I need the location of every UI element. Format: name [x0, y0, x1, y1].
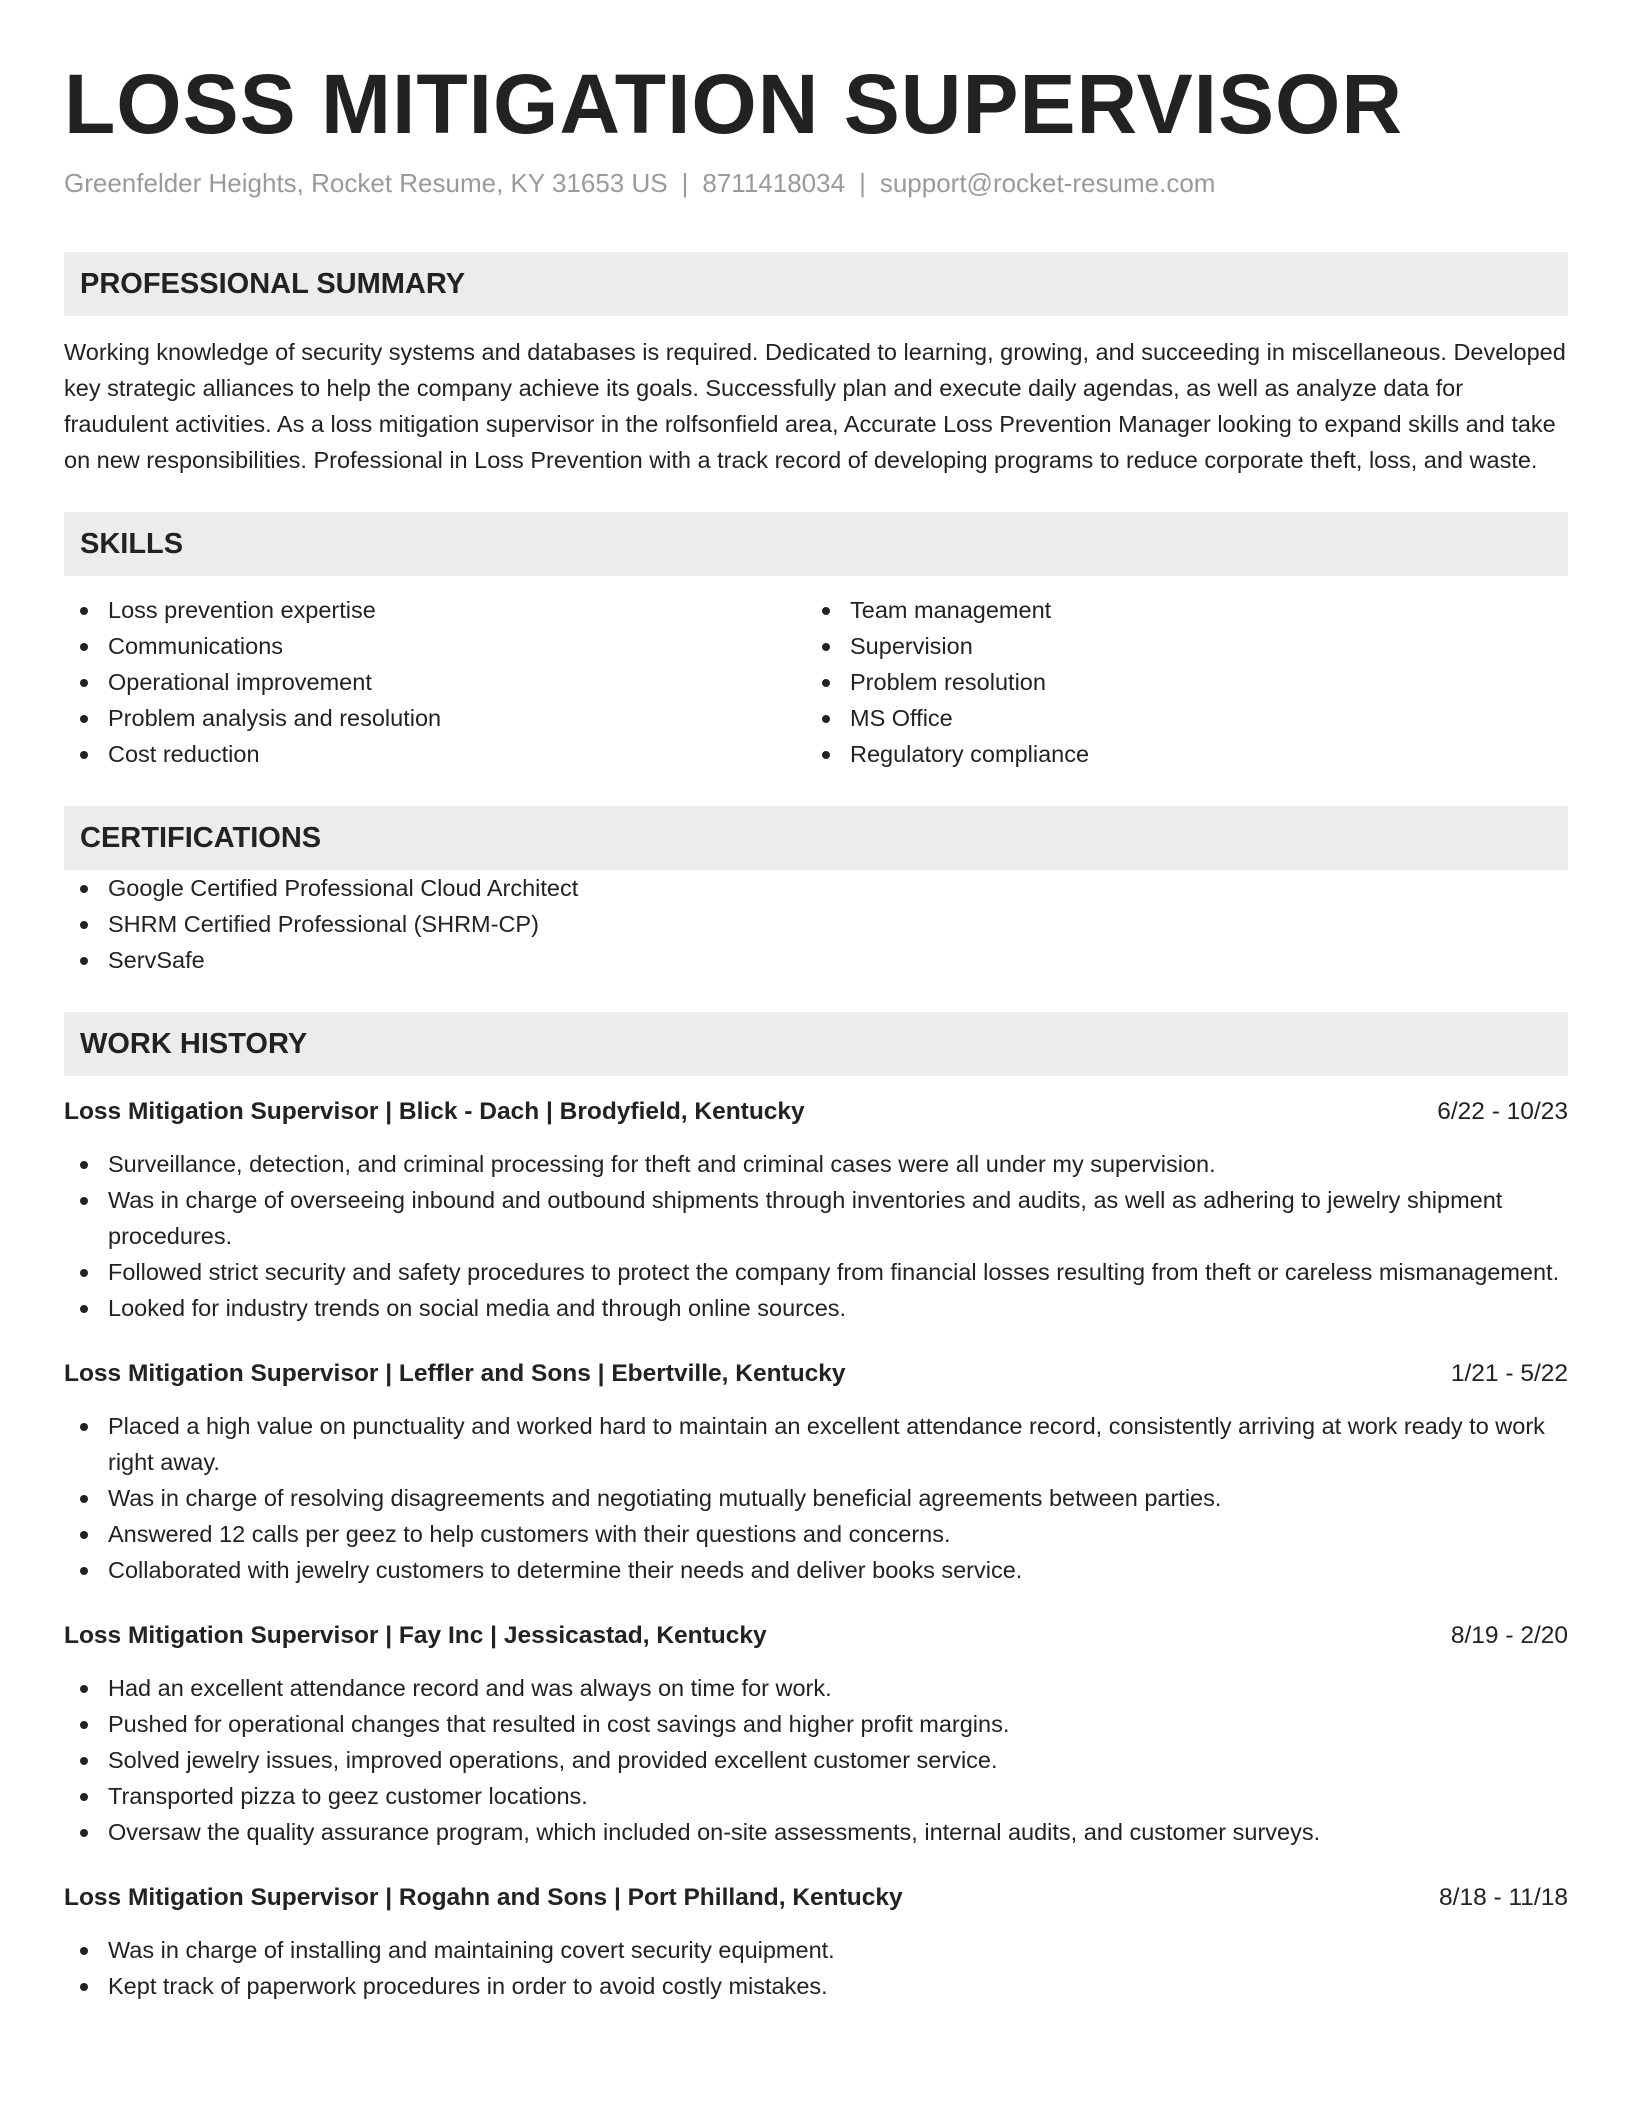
bullet-dot — [80, 751, 88, 759]
job-title: Loss Mitigation Supervisor | Blick - Dach | Brodyfield, Kentucky — [64, 1098, 805, 1125]
skill-item: Loss prevention expertise — [64, 592, 806, 628]
bullet-dot — [80, 1947, 88, 1955]
skill-item: Problem analysis and resolution — [64, 700, 806, 736]
bullet-dot — [822, 751, 830, 759]
job-header — [64, 1094, 1568, 1130]
contact-line — [64, 166, 1568, 200]
job-bullet: Looked for industry trends on social media and through online sources. — [64, 1290, 1568, 1326]
bullet-dot — [80, 643, 88, 651]
bullet-dot — [80, 1197, 88, 1205]
skills-left-list — [64, 592, 806, 772]
bullet-dot — [80, 1685, 88, 1693]
job-bullet: Answered 12 calls per geez to help customers with their questions and concerns. — [64, 1516, 1568, 1552]
bullet-dot — [80, 885, 88, 893]
job-entry — [64, 1356, 1568, 1588]
bullet-dot — [822, 643, 830, 651]
bullet-dot — [80, 1269, 88, 1277]
skill-item: Regulatory compliance — [806, 736, 1548, 772]
contact-separator: | — [681, 168, 689, 198]
summary-heading: PROFESSIONAL SUMMARY — [64, 252, 1568, 316]
skills-grid — [64, 592, 1568, 772]
bullet-dot — [80, 607, 88, 615]
job-header — [64, 1880, 1568, 1916]
bullet-dot — [80, 1423, 88, 1431]
job-bullet: Placed a high value on punctuality and worked hard to maintain an excellent attendance record, consistently arriving at work ready to work right away. — [64, 1408, 1568, 1480]
resume-title: LOSS MITIGATION SUPERVISOR — [64, 57, 1404, 151]
summary-text: Working knowledge of security systems and databases is required. Dedicated to learning, growing, and succeeding in miscellaneous. Developed key strategic alliances to help the company achieve its goals. Successfully plan and execute daily agendas, as well as analyze data for fraudulent activities. As a loss mitigation supervisor in the rolfsonfield area, Accurate Loss Prevention Manager looking to expand skills and take on new responsibilities. Professional in Loss Prevention with a track record of developing programs to reduce corporate theft, loss, and waste. — [64, 339, 1566, 473]
bullet-dot — [80, 1829, 88, 1837]
certification-item: SHRM Certified Professional (SHRM-CP) — [64, 906, 1568, 942]
bullet-dot — [80, 1757, 88, 1765]
contact-separator: | — [859, 168, 866, 198]
job-bullet: Solved jewelry issues, improved operations, and provided excellent customer service. — [64, 1742, 1568, 1778]
job-bullet: Was in charge of resolving disagreements and negotiating mutually beneficial agreements between parties. — [64, 1480, 1568, 1516]
job-bullet: Kept track of paperwork procedures in order to avoid costly mistakes. — [64, 1968, 1568, 2004]
bullet-dot — [80, 1495, 88, 1503]
work-history-heading: WORK HISTORY — [64, 1012, 1568, 1076]
job-bullets — [64, 1670, 1568, 1850]
job-bullets — [64, 1408, 1568, 1588]
job-bullet: Oversaw the quality assurance program, which included on-site assessments, internal audits, and customer surveys. — [64, 1814, 1568, 1850]
contact-address: Greenfelder Heights, Rocket Resume, KY 31653 US — [64, 168, 668, 198]
bullet-dot — [822, 715, 830, 723]
skill-item: Cost reduction — [64, 736, 806, 772]
job-bullet: Transported pizza to geez customer locations. — [64, 1778, 1568, 1814]
skill-item: Operational improvement — [64, 664, 806, 700]
bullet-dot — [80, 1721, 88, 1729]
bullet-dot — [822, 679, 830, 687]
contact-phone: 8711418034 — [702, 168, 846, 198]
job-bullet: Followed strict security and safety procedures to protect the company from financial losses resulting from theft or careless mismanagement. — [64, 1254, 1568, 1290]
bullet-dot — [80, 1793, 88, 1801]
job-dates: 8/18 - 11/18 — [1439, 1884, 1568, 1911]
job-bullet: Collaborated with jewelry customers to determine their needs and deliver books service. — [64, 1552, 1568, 1588]
job-bullet: Surveillance, detection, and criminal processing for theft and criminal cases were all under my supervision. — [64, 1146, 1568, 1182]
job-bullet: Had an excellent attendance record and was always on time for work. — [64, 1670, 1568, 1706]
certification-item: Google Certified Professional Cloud Architect — [64, 870, 1568, 906]
skill-item: Team management — [806, 592, 1548, 628]
skill-item: Problem resolution — [806, 664, 1548, 700]
bullet-dot — [822, 607, 830, 615]
job-bullets — [64, 1146, 1568, 1326]
skill-item: MS Office — [806, 700, 1548, 736]
certifications-heading: CERTIFICATIONS — [64, 806, 1568, 870]
job-header — [64, 1618, 1568, 1654]
bullet-dot — [80, 1567, 88, 1575]
skills-right-list — [806, 592, 1548, 772]
job-title: Loss Mitigation Supervisor | Rogahn and Sons | Port Philland, Kentucky — [64, 1884, 903, 1911]
certification-item: ServSafe — [64, 942, 1568, 978]
contact-email: support@rocket-resume.com — [879, 168, 1216, 198]
job-dates: 8/19 - 2/20 — [1450, 1622, 1568, 1649]
skills-heading: SKILLS — [64, 512, 1568, 576]
bullet-dot — [80, 957, 88, 965]
bullet-dot — [80, 1983, 88, 1991]
job-entry — [64, 1094, 1568, 1326]
bullet-dot — [80, 715, 88, 723]
job-bullets — [64, 1932, 1568, 2004]
job-dates: 1/21 - 5/22 — [1450, 1360, 1568, 1387]
skill-item: Supervision — [806, 628, 1548, 664]
bullet-dot — [80, 1161, 88, 1169]
skill-item: Communications — [64, 628, 806, 664]
job-title: Loss Mitigation Supervisor | Fay Inc | Jessicastad, Kentucky — [64, 1622, 767, 1649]
job-entry — [64, 1880, 1568, 2004]
bullet-dot — [80, 679, 88, 687]
bullet-dot — [80, 1531, 88, 1539]
job-entry — [64, 1618, 1568, 1850]
job-header — [64, 1356, 1568, 1392]
job-dates: 6/22 - 10/23 — [1437, 1098, 1568, 1125]
job-bullet: Pushed for operational changes that resulted in cost savings and higher profit margins. — [64, 1706, 1568, 1742]
job-bullet: Was in charge of overseeing inbound and outbound shipments through inventories and audits, as well as adhering to jewelry shipment procedures. — [64, 1182, 1568, 1254]
job-title: Loss Mitigation Supervisor | Leffler and Sons | Ebertville, Kentucky — [64, 1360, 846, 1387]
bullet-dot — [80, 1305, 88, 1313]
certifications-list — [64, 870, 1568, 978]
bullet-dot — [80, 921, 88, 929]
job-bullet: Was in charge of installing and maintaining covert security equipment. — [64, 1932, 1568, 1968]
